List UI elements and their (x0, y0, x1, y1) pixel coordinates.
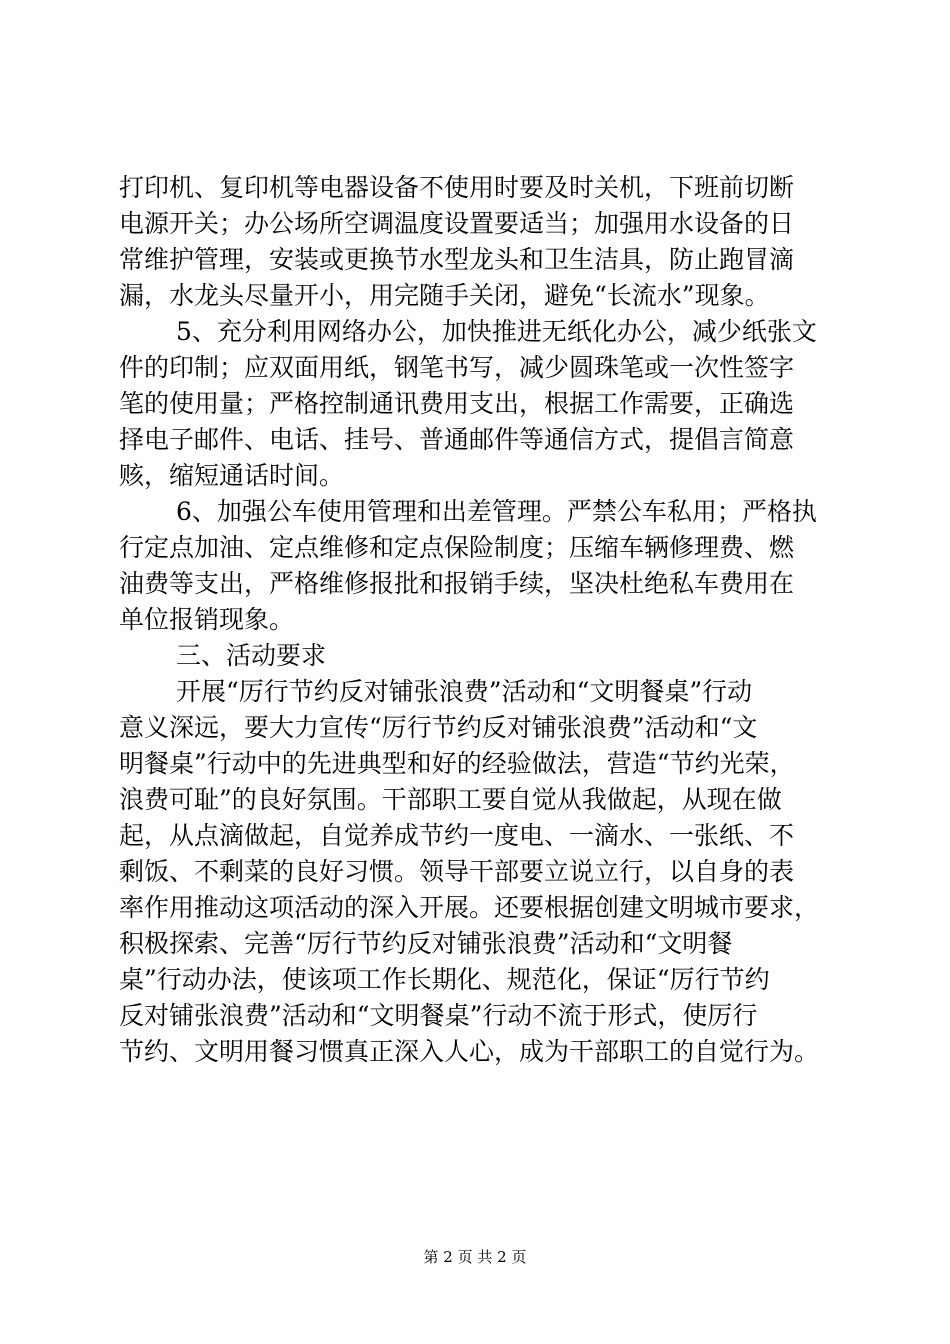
text-line (0, 926, 950, 962)
text-line-content: 常维护管理，安装或更换节水型龙头和卫生洁具，防止跑冒滴 (119, 245, 795, 274)
text-line (0, 458, 950, 494)
text-line (0, 242, 950, 278)
text-line (0, 386, 950, 422)
text-line-content: 漏，水龙头尽量开小，用完随手关闭，避免“长流水”现象。 (119, 281, 770, 310)
text-line-content: 起，从点滴做起，自觉养成节约一度电、一滴水、一张纸、不 (119, 821, 795, 850)
text-line (0, 674, 950, 710)
text-line-content: 打印机、复印机等电器设备不使用时要及时关机，下班前切断 (119, 173, 795, 202)
page-footer: 第 2 页 共 2 页 (423, 1248, 527, 1266)
section-heading (0, 638, 950, 674)
text-line (0, 422, 950, 458)
text-line-content: 浪费可耻”的良好氛围。干部职工要自觉从我做起，从现在做 (119, 785, 782, 814)
text-line (0, 854, 950, 890)
text-line (0, 206, 950, 242)
text-line (0, 710, 950, 746)
text-line-content: 反对铺张浪费”活动和“文明餐桌”行动不流于形式，使厉行 (119, 1001, 758, 1030)
text-line-content: 笔的使用量；严格控制通讯费用支出，根据工作需要，正确选 (119, 389, 795, 418)
text-line (0, 566, 950, 602)
text-line-content: 择电子邮件、电话、挂号、普通邮件等通信方式，提倡言简意 (119, 425, 795, 454)
text-line-content: 剩饭、不剩菜的良好习惯。领导干部要立说立行，以自身的表 (119, 857, 795, 886)
text-line-content: 油费等支出，严格维修报批和报销手续，坚决杜绝私车费用在 (119, 569, 795, 598)
text-line-content: 5、充分利用网络办公，加快推进无纸化办公，减少纸张文 (176, 317, 817, 346)
text-line-content: 积极探索、完善“厉行节约反对铺张浪费”活动和“文明餐 (119, 929, 733, 958)
text-line (0, 890, 950, 926)
text-line (0, 962, 950, 998)
text-line-content: 率作用推动这项活动的深入开展。还要根据创建文明城市要求， (119, 893, 820, 922)
text-line (0, 998, 950, 1034)
text-line (0, 170, 950, 206)
text-line (0, 782, 950, 818)
text-line (0, 278, 950, 314)
text-line-content: 行定点加油、定点维修和定点保险制度；压缩车辆修理费、燃 (119, 533, 795, 562)
text-line (0, 602, 950, 638)
text-line-content: 6、加强公车使用管理和出差管理。严禁公车私用；严格执 (176, 497, 817, 526)
text-line (0, 530, 950, 566)
text-line-content: 电源开关；办公场所空调温度设置要适当；加强用水设备的日 (119, 209, 795, 238)
section-heading-text: 三、活动要求 (176, 641, 327, 670)
text-line-content: 明餐桌”行动中的先进典型和好的经验做法，营造“节约光荣， (119, 749, 795, 778)
text-line-content: 意义深远，要大力宣传“厉行节约反对铺张浪费”活动和“文 (119, 713, 758, 742)
text-line-content: 桌”行动办法，使该项工作长期化、规范化，保证“厉行节约 (119, 965, 770, 994)
text-line (0, 746, 950, 782)
text-line-content: 节约、文明用餐习惯真正深入人心，成为干部职工的自觉行为。 (119, 1037, 820, 1066)
text-line-content: 赅，缩短通话时间。 (119, 461, 345, 490)
text-line (0, 494, 950, 530)
text-line (0, 818, 950, 854)
text-line (0, 314, 950, 350)
text-line-content: 开展“厉行节约反对铺张浪费”活动和“文明餐桌”行动 (176, 677, 753, 706)
text-line (0, 1034, 950, 1070)
text-line-content: 单位报销现象。 (119, 605, 295, 634)
text-line (0, 350, 950, 386)
text-line-content: 件的印制；应双面用纸，钢笔书写，减少圆珠笔或一次性签字 (119, 353, 795, 382)
